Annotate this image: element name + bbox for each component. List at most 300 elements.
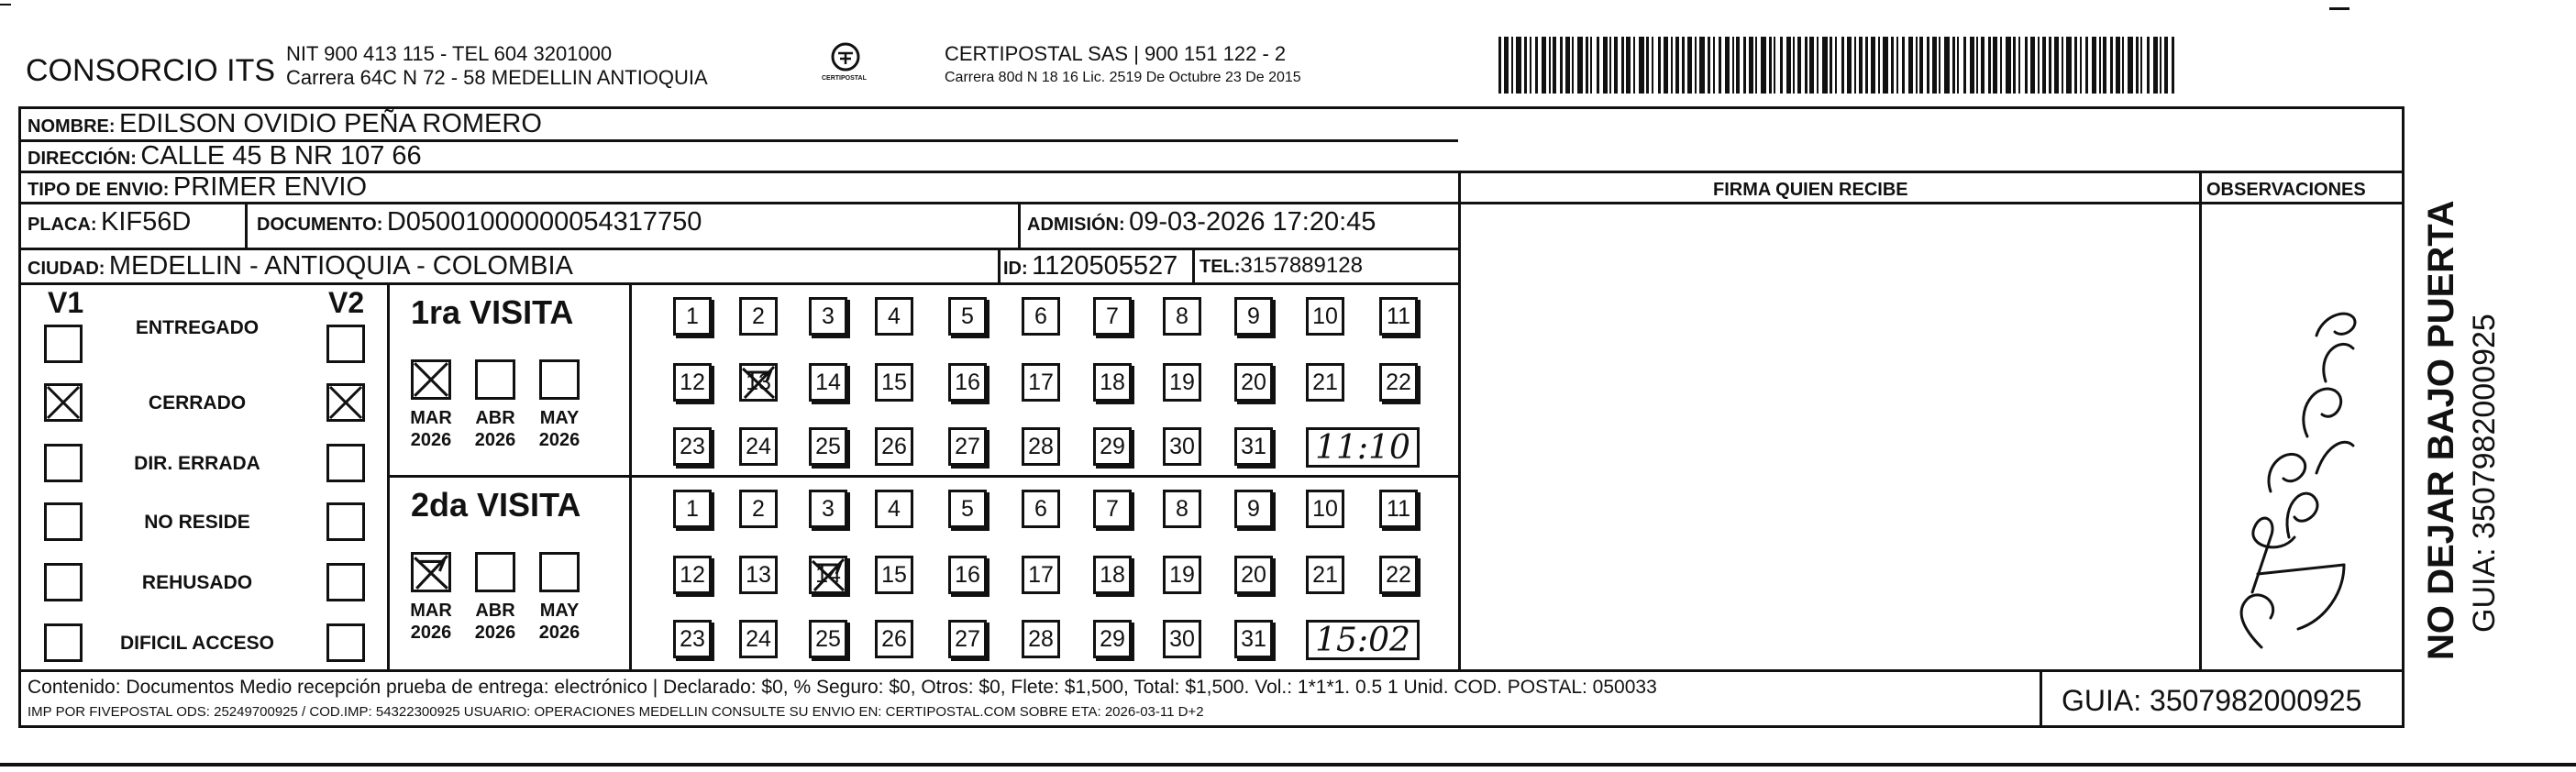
barcode-bar — [1609, 37, 1611, 94]
barcode-bar — [2038, 37, 2040, 94]
visit-day-box[interactable] — [1163, 297, 1201, 336]
day-number: 17 — [1028, 369, 1054, 395]
id-label: ID: — [1003, 259, 1028, 279]
barcode-bar — [1671, 37, 1673, 94]
month-name: ABR — [475, 408, 515, 428]
day-number: 30 — [1169, 625, 1195, 652]
barcode-bar — [1590, 37, 1592, 94]
day-number: 21 — [1312, 561, 1338, 588]
barcode-bar — [1560, 37, 1563, 94]
status-v1-checkbox[interactable] — [44, 623, 83, 662]
day-number: 10 — [1312, 303, 1338, 329]
visit-day-box[interactable] — [809, 363, 847, 402]
visit-day-box[interactable] — [875, 297, 913, 336]
status-v1-checkbox[interactable] — [44, 444, 83, 482]
visit-day-box[interactable] — [1234, 427, 1273, 466]
barcode-bar — [2136, 37, 2139, 94]
visit-month-checkbox[interactable] — [539, 552, 580, 592]
visit-month-label — [468, 600, 523, 644]
barcode-bar — [1736, 37, 1740, 94]
sender-nit: NIT 900 413 115 - TEL 604 3201000 — [286, 42, 613, 65]
barcode-bar — [2099, 37, 2101, 94]
day-number: 22 — [1386, 369, 1411, 395]
address-label: DIRECCIÓN: — [28, 149, 137, 169]
shipment-type: PRIMER ENVIO — [172, 172, 368, 202]
day-number: 16 — [955, 561, 980, 588]
status-v1-checkbox[interactable] — [44, 325, 83, 363]
barcode-bar — [1549, 37, 1551, 94]
visit-day-box[interactable] — [1093, 363, 1132, 402]
barcode-bar — [2092, 37, 2096, 94]
visit-day-box[interactable] — [1234, 620, 1273, 658]
visit-time-box[interactable]: 11:10 — [1306, 427, 1420, 468]
barcode-bar — [1639, 37, 1644, 94]
visit-day-box[interactable] — [739, 556, 778, 594]
barcode-bar — [1664, 37, 1668, 94]
day-number: 28 — [1028, 625, 1054, 652]
visit-day-box[interactable] — [948, 297, 987, 336]
visit-month-checkbox[interactable] — [539, 359, 580, 400]
barcode-bar — [1981, 37, 1985, 94]
day-number: 8 — [1176, 303, 1188, 329]
day-number: 29 — [1100, 625, 1125, 652]
day-number: 13 — [746, 369, 771, 395]
day-number: 31 — [1241, 433, 1266, 459]
shipment-type-row — [28, 172, 367, 203]
day-number: 7 — [1106, 495, 1119, 522]
visit-month-label — [468, 407, 523, 451]
plate-cell — [28, 207, 191, 237]
visit-day-box[interactable] — [809, 427, 847, 466]
visit-month-checkbox[interactable] — [411, 359, 451, 400]
visit-day-box[interactable] — [875, 363, 913, 402]
month-name: ABR — [475, 601, 515, 621]
content-line: Contenido: Documentos Medio recepción prueba de entrega: electrónico | Declarado: $0, % Seguro: $0, Otros: $0, Flete: $1,500, Total: $1,500. Vol.: 1*1*1. 0.5 1 Unid. COD. POSTAL: 050033 — [28, 677, 1657, 698]
barcode-bar — [1603, 37, 1608, 94]
visit-title: 1ra VISITA — [411, 293, 574, 331]
barcode-bar — [2153, 37, 2158, 94]
logo-text: CERTIPOSTAL — [822, 75, 867, 82]
v2-header: V2 — [328, 286, 365, 319]
barcode-bar — [1939, 37, 1940, 94]
barcode-bar — [2006, 37, 2011, 94]
footer-guia: GUIA: 3507982000925 — [2062, 684, 2362, 717]
day-number: 21 — [1312, 369, 1338, 395]
visit-month-checkbox[interactable] — [411, 552, 451, 592]
barcode-bar — [1774, 37, 1775, 94]
day-number: 23 — [680, 625, 705, 652]
id-cell — [1003, 251, 1177, 281]
day-number: 27 — [955, 625, 980, 652]
visit-day-box[interactable] — [1306, 556, 1344, 594]
visit-day-box[interactable] — [948, 556, 987, 594]
barcode-bar — [2172, 37, 2174, 94]
barcode-bar — [1871, 37, 1875, 94]
barcode-bar — [1919, 37, 1923, 94]
barcode-bar — [1878, 37, 1880, 94]
barcode-bar — [1769, 37, 1772, 94]
barcode-bar — [2018, 37, 2020, 94]
barcode-bar — [1793, 37, 1795, 94]
day-number: 19 — [1169, 561, 1195, 588]
month-year: 2026 — [538, 623, 580, 643]
barcode-bar — [1732, 37, 1734, 94]
day-number: 14 — [815, 561, 841, 588]
v1-header: V1 — [48, 286, 84, 319]
day-number: 18 — [1100, 561, 1125, 588]
visit-day-box[interactable] — [809, 490, 847, 528]
barcode-bar — [2116, 37, 2120, 94]
visit-month-label — [404, 407, 459, 451]
visit-day-box[interactable] — [948, 363, 987, 402]
certipostal-logo-icon — [824, 40, 868, 88]
day-number: 31 — [1241, 625, 1266, 652]
visit-day-box[interactable] — [1234, 363, 1273, 402]
day-number: 30 — [1169, 433, 1195, 459]
day-number: 5 — [961, 303, 974, 329]
barcode-bar — [1908, 37, 1913, 94]
visit-day-box[interactable] — [1234, 556, 1273, 594]
barcode-bar — [2128, 37, 2133, 94]
visit-day-box[interactable] — [673, 427, 712, 466]
barcode-bar — [1902, 37, 1905, 94]
visit-day-box[interactable] — [673, 297, 712, 336]
visit-day-box[interactable] — [1234, 297, 1273, 336]
day-number: 2 — [752, 303, 765, 329]
visit-day-box[interactable] — [1163, 620, 1201, 658]
barcode-bar — [1957, 37, 1959, 94]
status-v2-checkbox[interactable] — [326, 623, 365, 662]
name-label: NOMBRE: — [28, 116, 116, 137]
month-year: 2026 — [410, 430, 452, 450]
visit-day-box[interactable] — [1379, 556, 1418, 594]
plate-label: PLACA: — [28, 215, 97, 235]
sender-company: CONSORCIO ITS — [26, 53, 276, 88]
barcode-bar — [1817, 37, 1819, 94]
barcode-bar — [2080, 37, 2082, 94]
barcode-bar — [2066, 37, 2072, 94]
day-number: 26 — [881, 625, 907, 652]
month-year: 2026 — [538, 430, 580, 450]
barcode-bar — [1859, 37, 1863, 94]
admission-value: 09-03-2026 17:20:45 — [1129, 207, 1376, 237]
visit-day-box[interactable] — [809, 297, 847, 336]
barcode-bar — [1809, 37, 1814, 94]
barcode-bar — [1498, 37, 1501, 94]
status-label: REHUSADO — [141, 572, 253, 593]
shipment-type-label: TIPO DE ENVIO: — [28, 180, 170, 200]
barcode-bar — [1963, 37, 1966, 94]
visit-month-label — [404, 600, 459, 644]
day-number: 28 — [1028, 433, 1054, 459]
day-number: 25 — [815, 433, 841, 459]
day-number: 8 — [1176, 495, 1188, 522]
admission-cell — [1027, 207, 1376, 237]
month-year: 2026 — [474, 430, 516, 450]
visit-day-box[interactable] — [875, 427, 913, 466]
barcode-bar — [1932, 37, 1937, 94]
barcode-bar — [1524, 37, 1527, 94]
status-v2-checkbox[interactable] — [326, 502, 365, 541]
day-number: 9 — [1247, 303, 1260, 329]
visit-day-box[interactable] — [1163, 427, 1201, 466]
courier-name: CERTIPOSTAL SAS | 900 151 122 - 2 — [945, 42, 1287, 65]
visit-day-box[interactable] — [673, 620, 712, 658]
tel-value: 3157889128 — [1240, 253, 1363, 278]
visit-day-box[interactable] — [809, 620, 847, 658]
visit-day-box[interactable] — [1022, 363, 1060, 402]
barcode-bar — [2013, 37, 2016, 94]
id-value: 1120505527 — [1032, 251, 1178, 281]
barcode-bar — [1841, 37, 1844, 94]
visit-day-box[interactable] — [1022, 490, 1060, 528]
day-number: 17 — [1028, 561, 1054, 588]
status-v1-checkbox[interactable] — [44, 502, 83, 541]
visit-day-box[interactable] — [1093, 427, 1132, 466]
barcode-bar — [2110, 37, 2113, 94]
visit-day-box[interactable] — [1022, 556, 1060, 594]
day-number: 19 — [1169, 369, 1195, 395]
visit-day-box[interactable] — [1093, 620, 1132, 658]
recipient-name: EDILSON OVIDIO PEÑA ROMERO — [119, 109, 542, 138]
barcode-bar — [1553, 37, 1556, 94]
barcode-bar — [1916, 37, 1918, 94]
barcode-bar — [1597, 37, 1599, 94]
status-v1-checkbox[interactable] — [44, 563, 83, 601]
month-year: 2026 — [410, 623, 452, 643]
tel-label: TEL: — [1200, 257, 1241, 277]
status-label: CERRADO — [148, 392, 247, 414]
day-number: 27 — [955, 433, 980, 459]
barcode-bar — [1988, 37, 1991, 94]
day-number: 24 — [746, 433, 771, 459]
visit-day-box[interactable] — [875, 620, 913, 658]
visit-day-box[interactable] — [875, 490, 913, 528]
visit-day-box[interactable] — [1163, 363, 1201, 402]
barcode-bar — [2062, 37, 2063, 94]
name-row — [28, 109, 542, 139]
visit-day-box[interactable] — [1234, 490, 1273, 528]
barcode-bar — [1652, 37, 1653, 94]
barcode-bar — [2122, 37, 2124, 94]
visit-day-box[interactable] — [1022, 620, 1060, 658]
barcode-bar — [2160, 37, 2161, 94]
visit-day-box[interactable] — [1379, 297, 1418, 336]
barcode-bar — [1883, 37, 1888, 94]
barcode-bar — [1577, 37, 1583, 94]
sender-address: Carrera 64C N 72 - 58 MEDELLIN ANTIOQUIA — [286, 66, 708, 89]
barcode-bar — [1896, 37, 1898, 94]
admission-label: ADMISIÓN: — [1027, 215, 1125, 235]
courier-license: Carrera 80d N 18 16 Lic. 2519 De Octubre 23 De 2015 — [945, 70, 1301, 85]
day-number: 24 — [746, 625, 771, 652]
month-year: 2026 — [474, 623, 516, 643]
visit-day-box[interactable] — [1379, 490, 1418, 528]
month-name: MAY — [539, 601, 580, 621]
barcode-bar — [1725, 37, 1730, 94]
barcode-bar — [1797, 37, 1801, 94]
day-number: 6 — [1034, 303, 1047, 329]
day-number: 1 — [686, 495, 699, 522]
barcode-bar — [2147, 37, 2150, 94]
day-number: 20 — [1241, 561, 1266, 588]
day-number: 16 — [955, 369, 980, 395]
day-number: 3 — [822, 303, 835, 329]
day-number: 11 — [1387, 303, 1410, 329]
visit-day-box[interactable] — [1093, 556, 1132, 594]
barcode-bar — [1658, 37, 1661, 94]
barcode-bar — [1743, 37, 1746, 94]
visit-time-box[interactable]: 15:02 — [1306, 620, 1420, 660]
visit-day-box[interactable] — [739, 620, 778, 658]
visit-day-box[interactable] — [1022, 297, 1060, 336]
barcode-bar — [1695, 37, 1697, 94]
barcode-bar — [1805, 37, 1808, 94]
barcode-bar — [1572, 37, 1574, 94]
barcode-bar — [1633, 37, 1635, 94]
barcode-bar — [1927, 37, 1929, 94]
visit-day-box[interactable] — [673, 363, 712, 402]
day-number: 2 — [752, 495, 765, 522]
visit-day-box[interactable] — [948, 490, 987, 528]
visit-day-box[interactable] — [1306, 490, 1344, 528]
barcode-bar — [1891, 37, 1894, 94]
visit-month-label — [532, 600, 587, 644]
visit-day-box[interactable] — [1306, 297, 1344, 336]
tel-cell — [1200, 253, 1363, 279]
day-number: 5 — [961, 495, 974, 522]
visit-day-box[interactable] — [739, 490, 778, 528]
address-row — [28, 141, 422, 171]
barcode-bar — [1516, 37, 1521, 94]
barcode-bar — [1511, 37, 1513, 94]
visit-day-box[interactable] — [1163, 490, 1201, 528]
visit-day-box[interactable] — [948, 427, 987, 466]
month-name: MAR — [410, 408, 452, 428]
visit-day-box[interactable] — [1379, 363, 1418, 402]
month-name: MAR — [410, 601, 452, 621]
barcode-bar — [1621, 37, 1624, 94]
status-v2-checkbox[interactable] — [326, 383, 365, 422]
visit-month-checkbox[interactable] — [475, 552, 515, 592]
day-number: 1 — [686, 303, 699, 329]
status-label: DIFICIL ACCESO — [119, 633, 274, 654]
day-number: 20 — [1241, 369, 1266, 395]
barcode-bar — [1708, 37, 1710, 94]
visit-month-checkbox[interactable] — [475, 359, 515, 400]
barcode-bar — [1586, 37, 1588, 94]
document-label: DOCUMENTO: — [257, 215, 383, 235]
barcode-bar — [2042, 37, 2046, 94]
visit-day-box[interactable] — [875, 556, 913, 594]
day-number: 15 — [881, 561, 907, 588]
day-number: 12 — [680, 369, 705, 395]
status-v2-checkbox[interactable] — [326, 444, 365, 482]
day-number: 9 — [1247, 495, 1260, 522]
barcode-bar — [1535, 37, 1538, 94]
barcode-bar — [1749, 37, 1753, 94]
visit-day-box[interactable] — [673, 556, 712, 594]
day-number: 7 — [1106, 303, 1119, 329]
day-number: 23 — [680, 433, 705, 459]
barcode-bar — [1976, 37, 1978, 94]
visit-day-box[interactable] — [1093, 297, 1132, 336]
day-number: 22 — [1386, 561, 1411, 588]
barcode-bar — [1504, 37, 1509, 94]
day-number: 13 — [746, 561, 771, 588]
day-number: 15 — [881, 369, 907, 395]
barcode-bar — [1713, 37, 1715, 94]
visit-day-box[interactable] — [739, 363, 778, 402]
status-v2-checkbox[interactable] — [326, 325, 365, 363]
barcode-bar — [1835, 37, 1837, 94]
signature-header: FIRMA QUIEN RECIBE — [1713, 180, 1908, 200]
form-frame — [18, 106, 2405, 728]
visit-day-box[interactable] — [739, 427, 778, 466]
visit-day-box[interactable] — [948, 620, 987, 658]
day-number: 4 — [888, 303, 901, 329]
barcode-bar — [1614, 37, 1618, 94]
barcode-bar — [2074, 37, 2077, 94]
status-label: ENTREGADO — [135, 317, 260, 338]
document-cell — [257, 207, 702, 237]
side-warning: NO DEJAR BAJO PUERTA — [2421, 200, 2461, 660]
day-number: 12 — [680, 561, 705, 588]
visit-day-box[interactable] — [1093, 490, 1132, 528]
barcode-bar — [1952, 37, 1955, 94]
visit-day-box[interactable] — [1022, 427, 1060, 466]
barcode-bar — [1542, 37, 1546, 94]
observations-header: OBSERVACIONES — [2206, 180, 2366, 200]
day-number: 18 — [1100, 369, 1125, 395]
handwritten-signature-icon — [2206, 262, 2371, 662]
barcode-bar — [2049, 37, 2051, 94]
status-v2-checkbox[interactable] — [326, 563, 365, 601]
barcode-bar — [1854, 37, 1856, 94]
barcode-bar — [2025, 37, 2028, 94]
month-name: MAY — [539, 408, 580, 428]
document-value: D05001000000054317750 — [386, 207, 702, 237]
visit-day-box[interactable] — [673, 490, 712, 528]
barcode-bar — [1565, 37, 1570, 94]
recipient-address: CALLE 45 B NR 107 66 — [140, 141, 422, 171]
day-number: 6 — [1034, 495, 1047, 522]
barcode-bar — [1761, 37, 1766, 94]
barcode-bar — [1755, 37, 1757, 94]
bottom-edge — [0, 763, 2576, 766]
visit-day-box[interactable] — [1163, 556, 1201, 594]
barcode-bar — [1646, 37, 1649, 94]
barcode-bar — [1822, 37, 1828, 94]
imp-line: IMP POR FIVEPOSTAL ODS: 25249700925 / COD.IMP: 54322300925 USUARIO: OPERACIONES MEDELLIN CONSULTE SU ENVIO EN: CERTIPOSTAL.COM SOBRE ETA: 2026-03-11 D+2 — [28, 704, 1204, 720]
visit-day-box[interactable] — [809, 556, 847, 594]
visit-month-label — [532, 407, 587, 451]
day-number: 29 — [1100, 433, 1125, 459]
barcode-bar — [1719, 37, 1721, 94]
day-number: 3 — [822, 495, 835, 522]
barcode-bar — [1970, 37, 1974, 94]
barcode-bar — [1944, 37, 1950, 94]
status-v1-checkbox[interactable] — [44, 383, 83, 422]
scan-mark — [0, 4, 11, 6]
barcode-bar — [2000, 37, 2002, 94]
barcode-bar — [2054, 37, 2059, 94]
visit-day-box[interactable] — [1306, 363, 1344, 402]
visit-day-box[interactable] — [739, 297, 778, 336]
barcode-bar — [1830, 37, 1832, 94]
city-label: CIUDAD: — [28, 259, 105, 279]
city-cell — [28, 251, 573, 281]
